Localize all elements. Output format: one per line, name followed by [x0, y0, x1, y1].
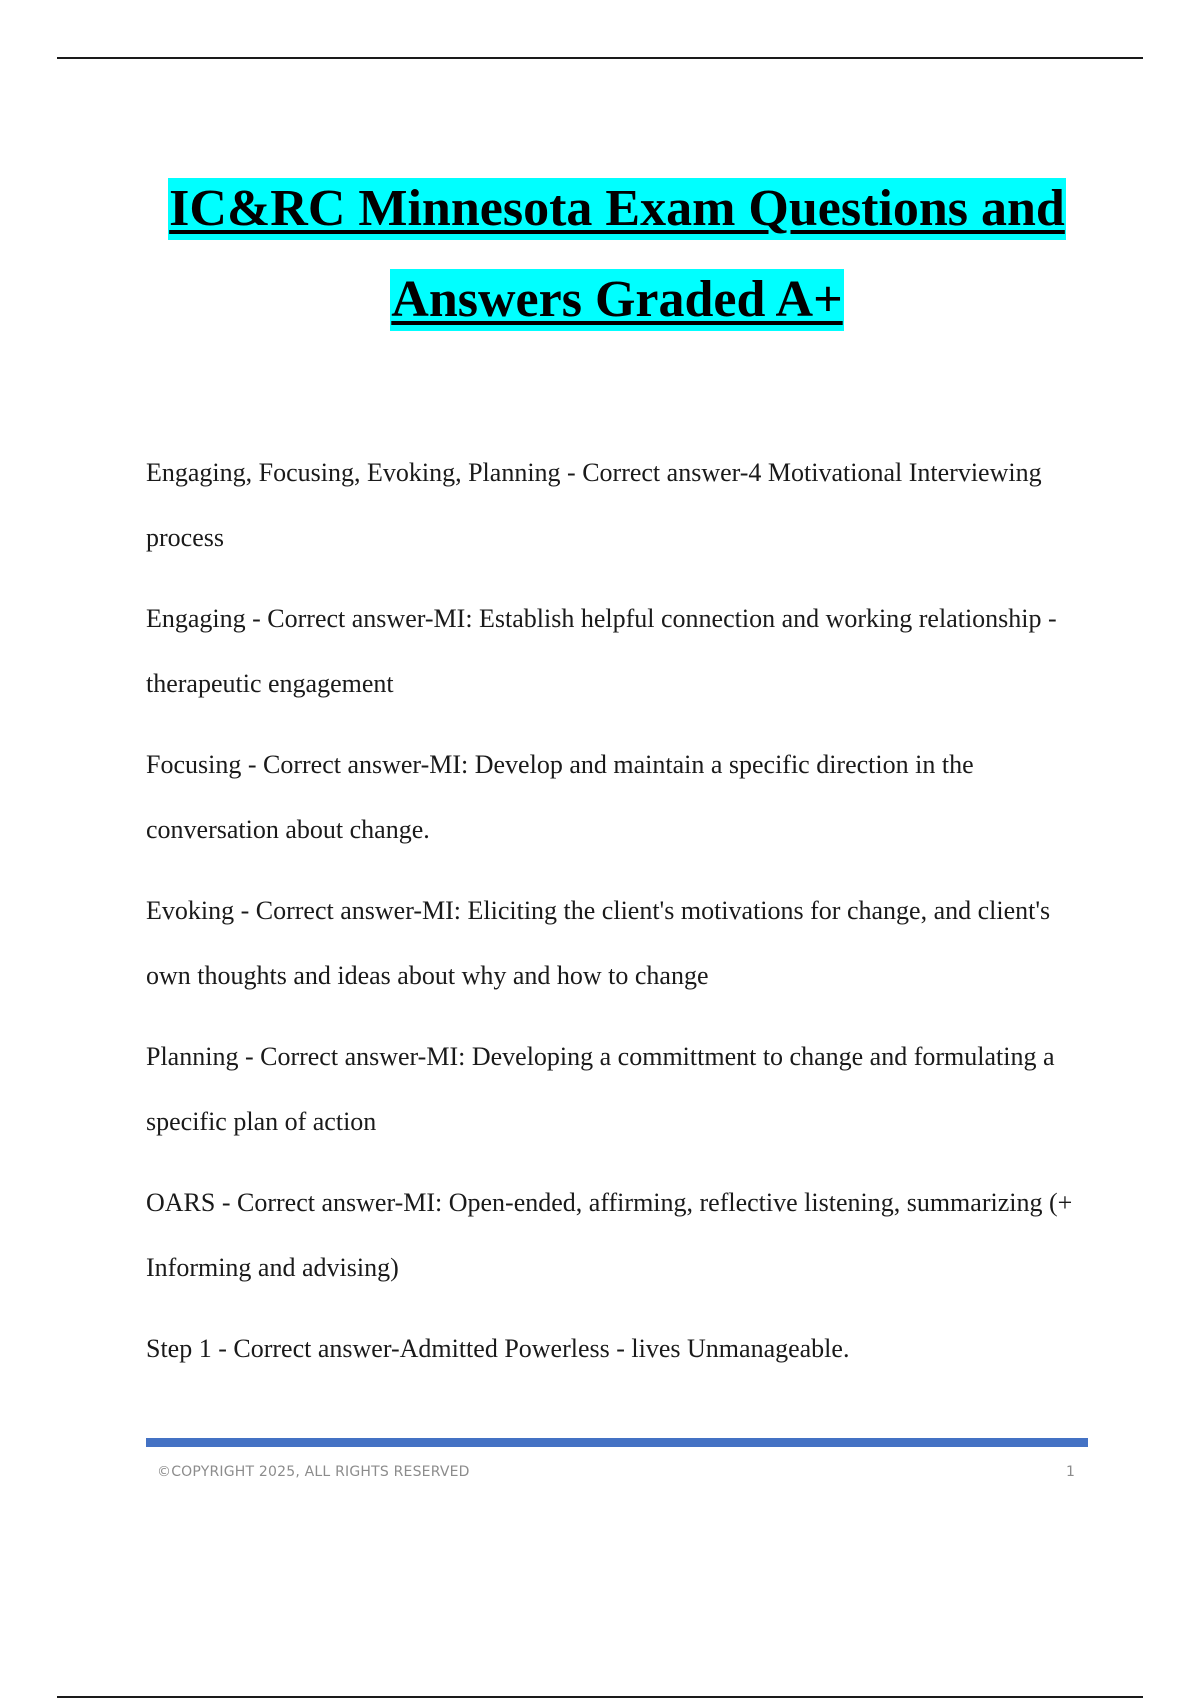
footer-divider	[146, 1438, 1088, 1447]
top-rule	[57, 57, 1143, 59]
qa-entry: Engaging, Focusing, Evoking, Planning - Correct answer-4 Motivational Interviewing process	[146, 458, 1042, 552]
qa-entry: Engaging - Correct answer-MI: Establish helpful connection and working relationship - therapeutic engagement	[146, 604, 1057, 698]
qa-entry: Planning - Correct answer-MI: Developing a committment to change and formulating a specific plan of action	[146, 1042, 1055, 1136]
qa-entry: Step 1 - Correct answer-Admitted Powerless - lives Unmanageable.	[146, 1334, 850, 1363]
title-line-1: IC&RC Minnesota Exam Questions and	[168, 178, 1066, 240]
qa-entry: Evoking - Correct answer-MI: Eliciting the client's motivations for change, and client's own thoughts and ideas about why and how to change	[146, 896, 1051, 990]
footer-copyright: ©COPYRIGHT 2025, ALL RIGHTS RESERVED	[157, 1464, 470, 1480]
title-line-2: Answers Graded A+	[390, 269, 843, 331]
qa-list	[146, 440, 1086, 1397]
page-number: 1	[1066, 1464, 1075, 1480]
qa-entry: OARS - Correct answer-MI: Open-ended, affirming, reflective listening, summarizing (+ Informing and advising)	[146, 1188, 1073, 1282]
qa-entry: Focusing - Correct answer-MI: Develop and maintain a specific direction in the conversation about change.	[146, 750, 974, 844]
document-title	[0, 178, 1200, 331]
bottom-rule	[57, 1696, 1143, 1698]
